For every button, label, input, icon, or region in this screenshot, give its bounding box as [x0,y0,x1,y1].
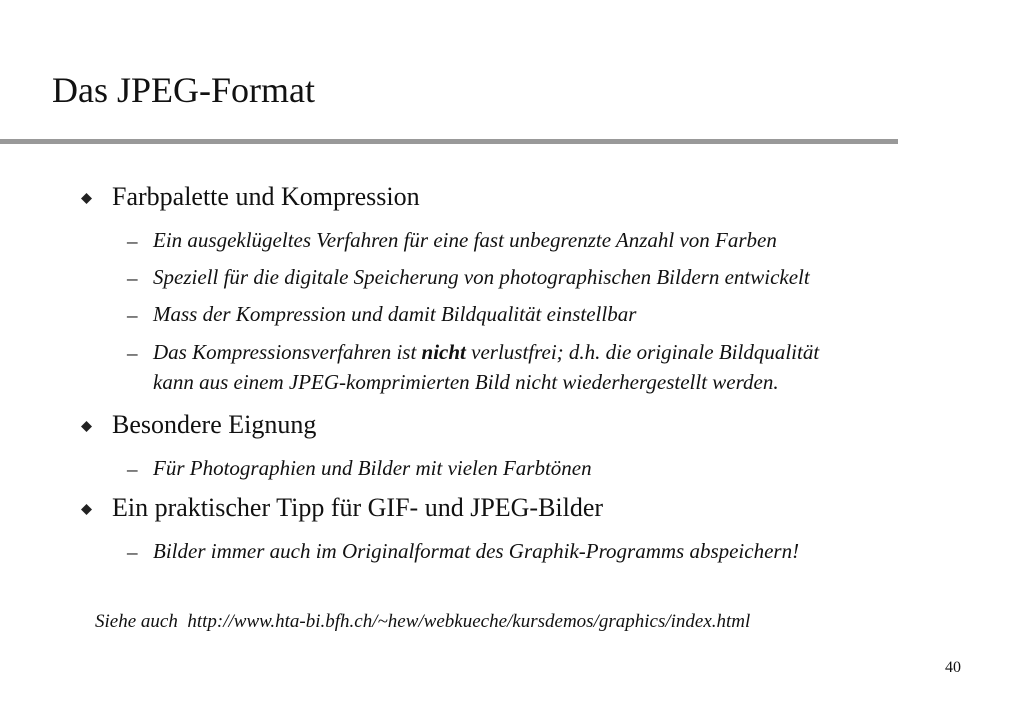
section-heading-kompression: Farbpalette und Kompression [112,182,420,211]
page-number: 40 [945,659,961,676]
list-item: Speziell für die digitale Speicherung von photographischen Bildern entwickelt [153,265,810,289]
list-item-continuation: kann aus einem JPEG-komprimierten Bild nicht wiederhergestellt werden. [153,370,779,394]
list-item: Bilder immer auch im Originalformat des Graphik-Programms abspeichern! [153,539,800,563]
see-also-link[interactable]: http://www.hta-bi.bfh.ch/~hew/webkueche/kursdemos/graphics/index.html [187,611,751,632]
section-heading-tipp: Ein praktischer Tipp für GIF- und JPEG-Bilder [112,493,604,522]
dash-marker: – [127,341,138,365]
list-item-text: Das Kompressionsverfahren ist [153,340,422,364]
list-item-text: verlustfrei; d.h. die originale Bildqualität [465,340,820,364]
emphasis-nicht: nicht [421,340,466,364]
section-heading-eignung: Besondere Eignung [112,410,317,439]
list-item: Für Photographien und Bilder mit vielen Farbtönen [153,456,592,480]
list-item: Mass der Kompression und damit Bildqualität einstellbar [153,302,637,326]
dash-marker: – [127,266,138,290]
dash-marker: – [127,457,138,481]
dash-marker: – [127,303,138,327]
dash-marker: – [127,540,138,564]
see-also-line [95,609,750,635]
list-item [153,337,819,367]
title-divider [0,139,898,144]
diamond-bullet-icon [81,504,92,515]
list-item: Ein ausgeklügeltes Verfahren für eine fast unbegrenzte Anzahl von Farben [153,228,777,252]
diamond-bullet-icon [81,193,92,204]
see-also-label: Siehe auch [95,611,178,632]
slide-title: Das JPEG-Format [52,70,315,110]
diamond-bullet-icon [81,421,92,432]
dash-marker: – [127,229,138,253]
